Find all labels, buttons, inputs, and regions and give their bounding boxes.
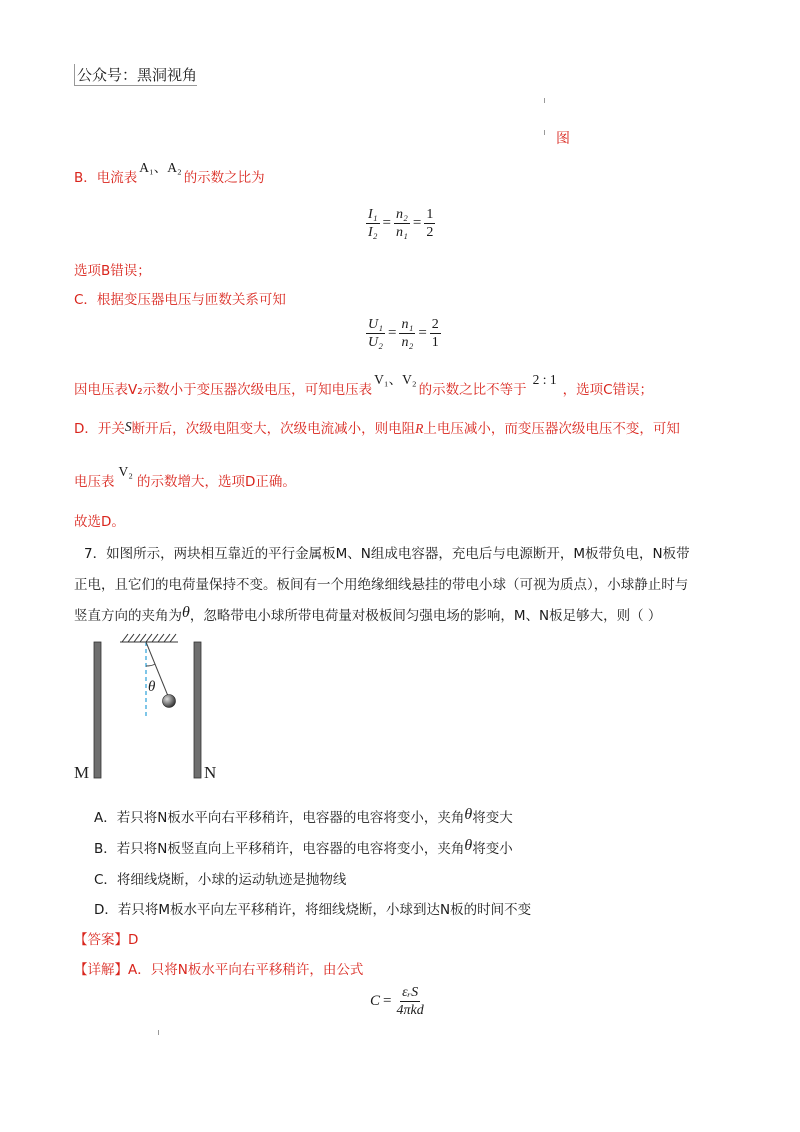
image-placeholder: 图 xyxy=(556,131,570,147)
figure-theta-label: θ xyxy=(148,679,156,695)
solution-d-a: D．开关 xyxy=(74,421,125,437)
formula-voltage-ratio: $\frac{\text{U₁}}{\text{U₂}}$ = $\frac{\text{n₁}}{\text{n₂}}$ = $\frac{2}{1}$ xyxy=(368,317,439,350)
switch-symbol: S xyxy=(124,419,132,434)
solution-c-text: C．根据变压器电压与匝数关系可知 xyxy=(74,292,286,308)
solution-d-line2-b: 的示数增大，选项D正确。 xyxy=(136,474,296,490)
i2: I₂ xyxy=(368,225,378,240)
question-7-line3a: 竖直方向的夹角为 xyxy=(74,608,182,624)
detail-tag: 【详解】 xyxy=(74,962,128,978)
option-a xyxy=(94,806,513,827)
option-a-end: 将变大 xyxy=(472,810,513,826)
solution-c-meters: V₁、V₂ xyxy=(374,372,417,387)
answer-tag: 【答案】 xyxy=(74,932,128,948)
u1: U₁ xyxy=(368,317,383,332)
capacitance-num: εᵣS xyxy=(402,985,419,1000)
option-a-theta: θ xyxy=(464,806,473,823)
option-b xyxy=(94,837,513,858)
solution-c-line-mid: 的示数之比不等于 xyxy=(418,382,527,398)
n2: n₂ xyxy=(396,207,408,222)
solution-d-line1 xyxy=(74,417,680,437)
ceiling-hatch xyxy=(120,634,178,642)
solution-d-b: 断开后，次级电阻变大，次级电流减小，则电阻 xyxy=(131,421,416,437)
account-label: 公众号：黑洞视角 xyxy=(74,64,197,86)
figure-label-m: M xyxy=(74,763,90,782)
capacitance-den: 4πkd xyxy=(396,1003,424,1018)
conclusion: 故选D。 xyxy=(74,514,125,530)
ratio-den: 2 xyxy=(426,225,434,240)
solution-b-verdict: 选项B错误； xyxy=(74,263,151,279)
n1: n₁ xyxy=(401,317,414,332)
page-mark xyxy=(158,1030,159,1035)
solution-b-prefix: B．电流表 xyxy=(74,170,138,186)
option-d: D．若只将M板水平向左平移稍许，将细线烧断，小球到达N板的时间不变 xyxy=(94,902,532,918)
theta-symbol: θ xyxy=(182,604,190,621)
question-7-line3b: ，忽略带电小球所带电荷量对极板间匀强电场的影响，M、N板足够大，则（ ） xyxy=(189,608,662,624)
detail-text: A．只将N板水平向右平移稍许，由公式 xyxy=(128,962,364,978)
solution-c-ratio: 2 : 1 xyxy=(532,372,557,387)
capacitor-pendulum-figure xyxy=(70,628,230,788)
i1: I₁ xyxy=(368,207,378,222)
capacitance-c: C xyxy=(370,993,381,1009)
solution-d-c: 上电压减小，而变压器次级电压不变，可知 xyxy=(423,421,680,437)
answer-line xyxy=(74,928,138,948)
resistor-symbol: R xyxy=(415,421,424,436)
solution-b-suffix: 的示数之比为 xyxy=(183,170,265,186)
image-placeholder-mark xyxy=(544,98,545,103)
charged-ball xyxy=(163,695,176,708)
option-b-theta: θ xyxy=(464,837,473,854)
angle-arc xyxy=(146,664,155,666)
option-b-end: 将变小 xyxy=(472,841,513,857)
detail-line xyxy=(74,958,363,978)
question-7-line3 xyxy=(74,604,661,625)
answer-value: D xyxy=(128,932,139,948)
u2: U₂ xyxy=(368,335,383,350)
solution-b-meters: A₁、A₂ xyxy=(139,160,182,175)
plate-m xyxy=(94,642,101,778)
option-a-text: A．若只将N板水平向右平移稍许，电容器的电容将变小，夹角 xyxy=(94,810,465,826)
ratio-num: 1 xyxy=(426,207,434,222)
solution-d-meter: V₂ xyxy=(118,464,133,479)
solution-d-line2-a: 电压表 xyxy=(74,474,115,490)
solution-c-line-start: 因电压表V₂示数小于变压器次级电压，可知电压表 xyxy=(74,382,373,398)
formula-capacitance: C = $\frac{\text{εᵣS}}{\text{4πkd}}$ xyxy=(370,985,424,1018)
formula-current-ratio: $\frac{\text{I₁}}{\text{I₂}}$ = $\frac{\text{n₂}}{\text{n₁}}$ = $\frac{1}{2}$ xyxy=(368,207,434,240)
solution-c-line-end: ，选项C错误； xyxy=(562,382,654,398)
option-c: C．将细线烧断，小球的运动轨迹是抛物线 xyxy=(94,872,347,888)
ratio-num: 2 xyxy=(431,317,439,332)
question-7-line2: 正电，且它们的电荷量保持不变。板间有一个用绝缘细线悬挂的带电小球（可视为质点），小球静止时与 xyxy=(74,577,689,593)
n2: n₂ xyxy=(401,335,414,350)
plate-n xyxy=(194,642,201,778)
question-7-line1: 7．如图所示，两块相互靠近的平行金属板M、N组成电容器，充电后与电源断开，M板带负电，N板带 xyxy=(84,546,690,562)
ratio-den: 1 xyxy=(431,335,439,350)
n1: n₁ xyxy=(396,225,408,240)
solution-d-line2 xyxy=(74,464,296,490)
figure-label-n: N xyxy=(204,763,217,782)
option-b-text: B．若只将N板竖直向上平移稍许，电容器的电容将变小，夹角 xyxy=(94,841,465,857)
solution-b-line xyxy=(74,160,265,186)
solution-c-line xyxy=(74,372,654,398)
image-placeholder-mark xyxy=(544,130,545,135)
